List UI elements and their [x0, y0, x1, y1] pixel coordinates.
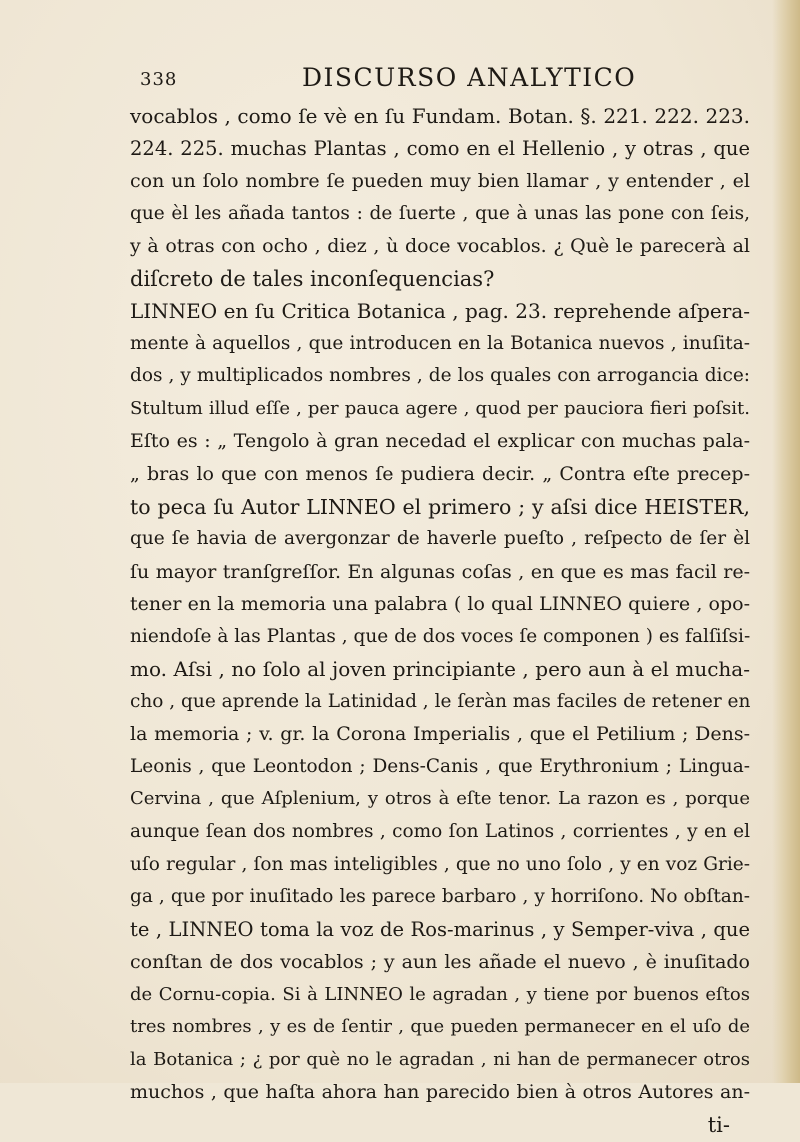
text-line: vocablos , como ſe vè en ſu Fundam. Botan. §. 221. 222. 223. — [130, 104, 750, 128]
text-line: tres nombres , y es de ſentir , que pueden permanecer en el uſo de — [130, 1016, 750, 1038]
text-line: te , LINNEO toma la voz de Ros-marinus , y Semper-viva , que — [130, 917, 750, 941]
running-head: DISCURSO ANALYTICO — [302, 63, 637, 92]
text-line: y à otras con ocho , diez , ù doce vocablos. ¿ Què le parecerà al — [130, 235, 750, 258]
text-line: con un ſolo nombre ſe pueden muy bien llamar , y entender , el — [130, 170, 750, 193]
text-line: conſtan de dos vocablos ; y aun les añade el nuevo , è inuſitado — [130, 951, 750, 974]
text-line: dos , y multiplicados nombres , de los quales con arrogancia dice: — [130, 365, 750, 387]
page-edge-shadow — [772, 0, 800, 1083]
text-line: la memoria ; v. gr. la Corona Imperialis , que el Petilium ; Dens- — [130, 723, 750, 746]
text-line: cho , que aprende la Latinidad , le ſeràn mas faciles de retener en — [130, 690, 751, 712]
text-line: ga , que por inuſitado les parece barbaro , y horriſono. No obſtan- — [130, 886, 750, 908]
text-line: Eſto es : „ Tengolo à gran necedad el explicar con muchas pala- — [130, 430, 750, 453]
text-line: niendoſe à las Plantas , que de dos voces ſe componen ) es falſiſsi- — [130, 625, 751, 647]
text-line: to peca ſu Autor LINNEO el primero ; y aſsi dice HEISTER, — [130, 494, 750, 519]
text-line: LINNEO en ſu Critica Botanica , pag. 23. reprehende aſpera- — [130, 299, 750, 324]
text-line: la Botanica ; ¿ por què no le agradan , ni han de permanecer otros — [130, 1048, 750, 1070]
text-line: mente à aquellos , que introducen en la Botanica nuevos , inuſita- — [130, 332, 750, 354]
text-line: que ſe havia de avergonzar de haverle pueſto , reſpecto de ſer èl — [130, 528, 750, 550]
page-header — [130, 63, 750, 97]
text-line: que èl les añada tantos : de ſuerte , que à unas las pone con ſeis, — [130, 202, 750, 224]
text-line: Cervina , que Aſplenium, y otros à eſte tenor. La razon es , porque — [130, 788, 750, 810]
text-line: 224. 225. muchas Plantas , como en el Hellenio , y otras , que — [130, 136, 750, 160]
text-line: aunque ſean dos nombres , como ſon Latinos , corrientes , y en el — [130, 821, 750, 843]
text-line: „ bras lo que con menos ſe pudiera decir. „ Contra eſte precep- — [130, 463, 750, 486]
text-line: diſcreto de tales inconſequencias? — [130, 266, 495, 291]
catchword: ti- — [707, 1112, 730, 1137]
text-line: Stultum illud eſſe , per pauca agere , quod per pauciora fieri poſsit. — [130, 397, 750, 419]
body-text — [130, 100, 750, 1142]
text-line: Leonis , que Leontodon ; Dens-Canis , que Erythronium ; Lingua- — [130, 755, 750, 777]
text-line: de Cornu-copia. Si à LINNEO le agradan , y tiene por buenos eſtos — [130, 983, 750, 1005]
text-line: tener en la memoria una palabra ( lo qual LINNEO quiere , opo- — [130, 593, 750, 616]
text-line: ſu mayor tranſgreſſor. En algunas coſas , en que es mas facil re- — [130, 560, 750, 583]
text-line: mo. Aſsi , no ſolo al joven principiante , pero aun à el mucha- — [130, 657, 750, 682]
page-number: 338 — [140, 69, 178, 90]
text-line: muchos , que haſta ahora han parecido bien à otros Autores an- — [130, 1081, 750, 1104]
text-line: uſo regular , ſon mas inteligibles , que no uno ſolo , y en voz Grie- — [130, 853, 750, 875]
